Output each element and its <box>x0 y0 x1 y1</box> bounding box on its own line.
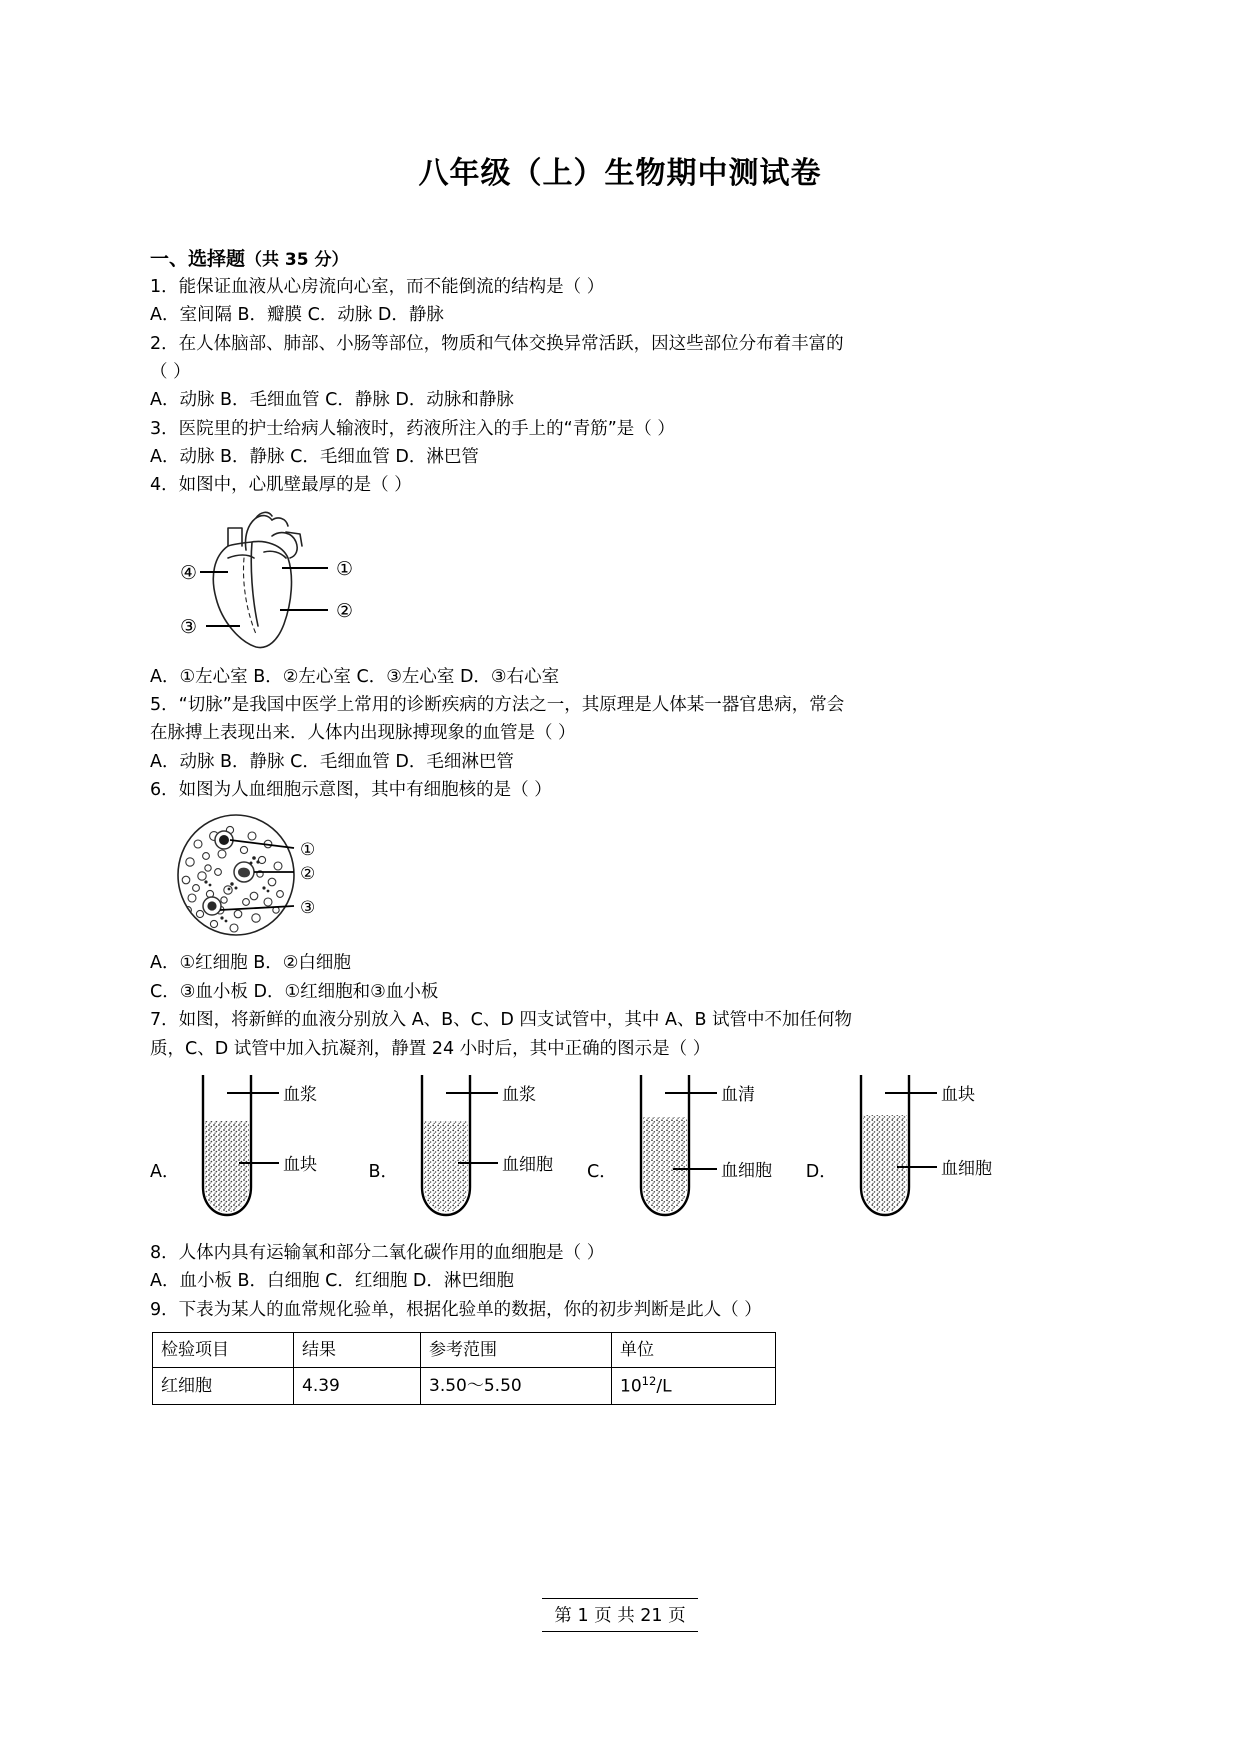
test-tube-figure-group <box>150 1069 1090 1229</box>
tube-a-letter: A． <box>150 1162 180 1183</box>
tube-a-bottom-label: 血块 <box>283 1154 318 1175</box>
question-6-options-line1: A．①红细胞 B．②白细胞 <box>150 953 351 974</box>
tube-c-top-label: 血清 <box>720 1084 755 1105</box>
tube-c-bottom-label: 血细胞 <box>720 1160 772 1181</box>
question-7-stem: 7．如图，将新鲜的血液分别放入 A、B、C、D 四支试管中，其中 A、B 试管中不加任何物 <box>150 1010 853 1031</box>
question-4-options: A．①左心室 B．②左心室 C．③左心室 D．③右心室 <box>150 666 560 687</box>
tube-d-svg <box>841 1069 1006 1229</box>
cell-item: 红细胞 <box>153 1367 294 1404</box>
test-tube-option-b <box>368 1069 567 1229</box>
table-header-row <box>153 1332 776 1367</box>
page-number: 第 1 页 共 21 页 <box>542 1598 697 1632</box>
question-2-stem: 2．在人体脑部、肺部、小肠等部位，物质和气体交换异常活跃，因这些部位分布着丰富的 <box>150 333 844 354</box>
heart-callout-4: ④ <box>180 561 198 584</box>
header-unit: 单位 <box>612 1332 776 1367</box>
cell-result: 4.39 <box>294 1367 421 1404</box>
question-2-options: A．动脉 B．毛细血管 C．静脉 D．动脉和静脉 <box>150 390 514 411</box>
unit-exponent: 12 <box>641 1373 657 1388</box>
tube-b-bottom-label: 血细胞 <box>502 1154 553 1175</box>
section-label: 一、选择题 <box>150 248 246 270</box>
tube-b-letter: B． <box>368 1162 398 1183</box>
cell-callout-2: ② <box>300 864 316 885</box>
cell-unit <box>612 1367 776 1404</box>
test-tube-option-d <box>806 1069 1006 1229</box>
question-8-options: A．血小板 B．白细胞 C．红细胞 D．淋巴细胞 <box>150 1271 514 1292</box>
tube-a-top-label: 血浆 <box>283 1084 318 1105</box>
blood-cell-diagram <box>168 810 1090 945</box>
question-3-options: A．动脉 B．静脉 C．毛细血管 D．淋巴管 <box>150 447 479 468</box>
question-5-stem-cont: 在脉搏上表现出来．人体内出现脉搏现象的血管是（ ） <box>150 723 576 744</box>
tube-b-top-label: 血浆 <box>502 1084 536 1105</box>
heart-diagram-svg <box>168 506 398 654</box>
unit-base: 10 <box>620 1376 642 1397</box>
test-tube-option-a <box>150 1069 348 1229</box>
question-7-stem-cont: 质，C、D 试管中加入抗凝剂，静置 24 小时后，其中正确的图示是（ ） <box>150 1038 711 1059</box>
cell-callout-1: ① <box>300 840 316 861</box>
blood-cell-diagram-svg <box>168 810 368 940</box>
question-5-options: A．动脉 B．静脉 C．毛细血管 D．毛细淋巴管 <box>150 751 514 772</box>
heart-diagram <box>168 506 1090 659</box>
table-row <box>153 1367 776 1404</box>
page-footer <box>0 1598 1240 1632</box>
question-2-stem-cont: （ ） <box>150 362 191 383</box>
heart-callout-1: ① <box>336 557 354 580</box>
test-tube-option-c <box>587 1069 786 1229</box>
tube-d-letter: D． <box>805 1162 837 1183</box>
question-8-stem: 8．人体内具有运输氧和部分二氧化碳作用的血细胞是（ ） <box>150 1242 605 1263</box>
question-3-stem: 3．医院里的护士给病人输液时，药液所注入的手上的“青筋”是（ ） <box>150 418 675 439</box>
question-1-options: A．室间隔 B．瓣膜 C．动脉 D．静脉 <box>150 305 444 326</box>
header-range: 参考范围 <box>421 1332 612 1367</box>
page-title: 八年级（上）生物期中测试卷 <box>418 156 822 191</box>
tube-c-letter: C． <box>587 1162 617 1183</box>
question-4-stem: 4．如图中，心肌壁最厚的是（ ） <box>150 475 412 496</box>
section-points: （共 35 分） <box>245 250 349 270</box>
question-5-stem: 5．“切脉”是我国中医学上常用的诊断疾病的方法之一，其原理是人体某一器官患病，常会 <box>150 695 845 716</box>
heart-callout-2: ② <box>336 599 354 622</box>
cell-callout-3: ③ <box>300 898 316 919</box>
heart-callout-3: ③ <box>180 615 198 638</box>
question-6-options-line2: C．③血小板 D．①红细胞和③血小板 <box>150 981 439 1002</box>
tube-d-bottom-label: 血细胞 <box>940 1158 992 1179</box>
cell-range: 3.50～5.50 <box>421 1367 612 1404</box>
tube-d-top-label: 血块 <box>940 1084 975 1105</box>
question-9-stem: 9．下表为某人的血常规化验单，根据化验单的数据，你的初步判断是此人（ ） <box>150 1299 762 1320</box>
header-result: 结果 <box>294 1332 421 1367</box>
lab-result-table <box>152 1332 776 1405</box>
unit-suffix: /L <box>656 1376 672 1397</box>
section-heading <box>150 244 1090 271</box>
tube-b-svg <box>402 1069 567 1229</box>
tube-c-svg <box>621 1069 786 1229</box>
question-1-stem: 1．能保证血液从心房流向心室，而不能倒流的结构是（ ） <box>150 277 605 297</box>
tube-a-svg <box>183 1069 348 1229</box>
question-6-stem: 6．如图为人血细胞示意图，其中有细胞核的是（ ） <box>150 780 552 801</box>
header-item: 检验项目 <box>153 1332 294 1367</box>
